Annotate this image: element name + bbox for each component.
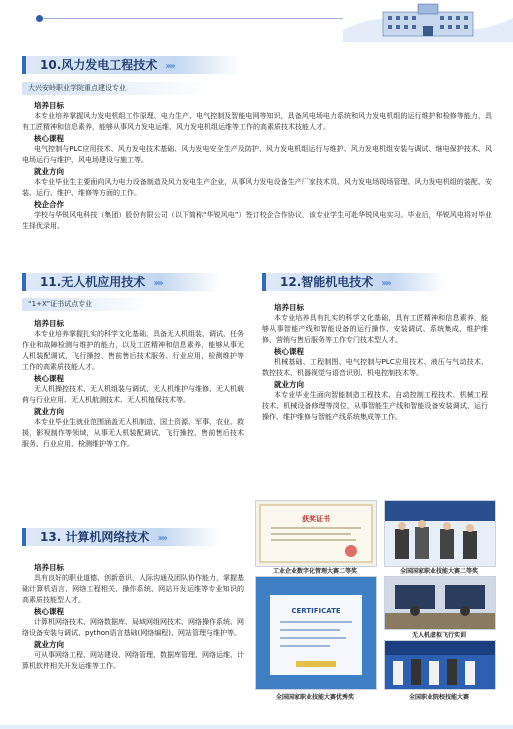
certificate-blue-graphic: [256, 577, 376, 689]
p4-head: CERTIFICATE: [291, 607, 341, 615]
s10-course-heading: 核心课程: [34, 134, 64, 143]
s12-goal-text: 本专业培养具有扎实的科学文化基础，具有工匠精神和信息素养，能够从事智能产线和智能设备的运行操作、安装调试、系统集成、维护维修、营销与售后服务等工作专门技术型人才。: [262, 314, 488, 344]
section-10-body: [22, 100, 492, 232]
s10-job-text: 本专业毕业生主要面向风力电力设备制造及风力发电生产企业，从事风力发电设备生产厂家技术员、风力发电场现场管理、风力发电机组的装配、安装、运行、维护、维修等方面的工作。: [22, 178, 492, 197]
page-header: [0, 0, 513, 42]
certificate-photo-4: [255, 576, 377, 690]
section-12-title: [262, 273, 445, 291]
s10-coop-text: 学校与华锐风电科技（集团）股份有限公司（以下简称“华锐风电”）签订校企合作协议，该专业学生可赴华锐风电实习。毕业后，华锐风电将对毕业生择优录用。: [22, 211, 492, 230]
section-11-body: [22, 318, 244, 450]
section-11-title: [22, 273, 220, 291]
s12-goal-heading: 培养目标: [274, 303, 304, 312]
section-13-title: [22, 528, 220, 546]
award-ceremony-graphic: [385, 501, 495, 566]
header-dot: [36, 15, 43, 22]
drone-training-graphic: [385, 577, 495, 629]
p5-caption: 全国职业院校技能大赛: [408, 694, 469, 701]
contest-stage-graphic: [385, 641, 495, 689]
p2-caption: 全国国家职业技能大赛二等奖: [399, 568, 478, 575]
section-10-tag: 大兴安岭职业学院重点建设专业: [22, 82, 208, 95]
s12-course-text: 机械基础、工程制图、电气控制与PLC应用技术、液压与气动技术、数控技术、机器视觉与语音识别、机电控制技术等。: [262, 358, 488, 377]
s11-job-text: 本专业毕业生就业范围涵盖无人机制造、国土资源、军事、农业、救援，影视制作等领域，从事无人机装配调试、飞行操控、售前售后技术服务、行业应用、检测维护等工作。: [22, 418, 244, 448]
s10-goal-heading: 培养目标: [34, 101, 64, 110]
section-13-body: [22, 562, 244, 672]
s11-goal-text: 本专业培养掌握扎实的科学文化基础，具备无人机组装、调试、任务作业和故障检测与维护的能力，以及工匠精神和信息素养，能够从事无人机装配调试、飞行操控、售前售后技术服务、行业应用、检测维护等工作的高素质技能人才。: [22, 330, 244, 371]
chevrons-icon: ››››: [165, 61, 174, 72]
s12-job-heading: 就业方向: [274, 380, 304, 389]
s11-course-heading: 核心课程: [34, 374, 64, 383]
s13-job-text: 可从事网络工程、网站建设、网络管理、数据库管理、网络运维、计算机软件相关开发运维等工作。: [22, 651, 244, 670]
certificate-graphic: [256, 501, 376, 566]
s13-course-text: 计算机网络技术、网络数据库、局域网组网技术、网络操作系统、网络设备安装与调试、python语言基础(网络编程)、网站管理与维护等。: [22, 618, 244, 637]
s13-course-heading: 核心课程: [34, 607, 64, 616]
chevrons-icon: ››››: [153, 278, 162, 289]
p4-caption: 全国国家职业技能大赛优秀奖: [275, 694, 354, 701]
section-11-title-text: 11.无人机应用技术: [40, 275, 146, 289]
s13-goal-heading: 培养目标: [34, 563, 64, 572]
s10-course-text: 电气控制与PLC应用技术、风力发电技术基础、风力发电安全生产及防护、风力发电机组运行与维护、风力发电机组安装与调试、继电保护技术、风电场运行与维护、风电场建设与施工等。: [22, 145, 492, 164]
section-12-body: [262, 302, 488, 423]
chevrons-icon: ››››: [157, 533, 166, 544]
competition-photo-2: [384, 500, 496, 567]
chevrons-icon: ››››: [381, 278, 390, 289]
footer-bar: [0, 725, 513, 729]
section-13-title-text: 13. 计算机网络技术: [40, 530, 150, 544]
s11-goal-heading: 培养目标: [34, 319, 64, 328]
s10-coop-heading: 校企合作: [34, 200, 64, 209]
header-rule: [40, 18, 353, 19]
section-10-title: [22, 56, 240, 74]
p1-caption: 工业企业数字化管理大赛二等奖: [272, 568, 357, 575]
drone-training-photo-3: [384, 576, 496, 630]
s12-job-text: 本专业毕业生面向智能制造工程技术、自动控制工程技术、机械工程技术、机械设备修理等岗位，从事智能生产线和智能设备安装调试、运行操作、维护维修与智能产线系统集成等工作。: [262, 391, 488, 421]
p1-head: 获奖证书: [302, 515, 330, 523]
campus-building-illustration: [343, 0, 513, 42]
p3-caption: 无人机虚拟飞行实训: [411, 632, 466, 639]
s13-job-heading: 就业方向: [34, 640, 64, 649]
section-11-tag: “1+X”证书试点专业: [22, 298, 148, 311]
contest-photo-5: [384, 640, 496, 690]
certificate-photo-1: [255, 500, 377, 567]
s10-job-heading: 就业方向: [34, 167, 64, 176]
s12-course-heading: 核心课程: [274, 347, 304, 356]
s11-job-heading: 就业方向: [34, 407, 64, 416]
section-12-title-text: 12.智能机电技术: [280, 275, 374, 289]
s11-course-text: 无人机操控技术、无人机组装与调试、无人机维护与维修、无人机载荷与行业应用、无人机航测技术、无人机植保技术等。: [22, 385, 244, 404]
section-10-title-text: 10.风力发电工程技术: [40, 58, 158, 72]
s13-goal-text: 具有良好的职业道德、创新意识，人际沟通及团队协作能力，掌握基础计算机语言、网络工程相关、操作系统、网站开发运维等专业知识的高素质技能型人才。: [22, 574, 244, 604]
s10-goal-text: 本专业培养掌握风力发电机组工作原理、电力生产、电气控制及智能电网等知识，具备风电场电力系统和风力发电机组的运行维护和检修等能力，具有工匠精神和信息素养，能够从事风力发电运维、风力发电机组运维等工作的高素质技术技能人才。: [22, 112, 492, 131]
